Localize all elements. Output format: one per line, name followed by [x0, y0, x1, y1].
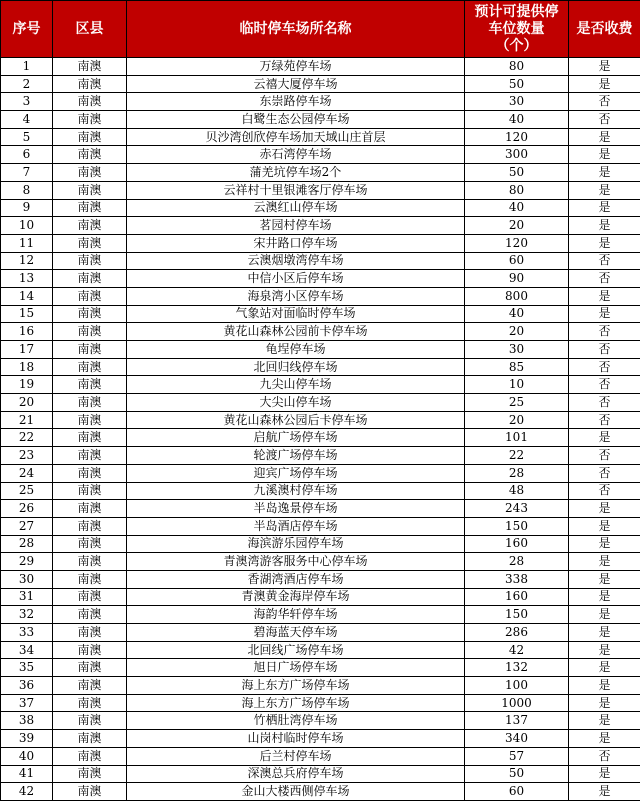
cell-seq: 21 — [1, 411, 53, 429]
cell-seq: 32 — [1, 606, 53, 624]
cell-fee: 否 — [569, 323, 640, 341]
cell-seq: 9 — [1, 199, 53, 217]
cell-name: 白鹭生态公园停车场 — [127, 111, 465, 129]
cell-fee: 是 — [569, 305, 640, 323]
cell-seq: 13 — [1, 270, 53, 288]
cell-name: 竹栖肚湾停车场 — [127, 712, 465, 730]
cell-seq: 3 — [1, 93, 53, 111]
table-row — [1, 234, 640, 252]
cell-name: 青澳黄金海岸停车场 — [127, 588, 465, 606]
cell-seq: 39 — [1, 730, 53, 748]
cell-capacity: 40 — [465, 111, 569, 129]
cell-fee: 是 — [569, 712, 640, 730]
cell-capacity: 50 — [465, 765, 569, 783]
cell-seq: 41 — [1, 765, 53, 783]
table-row — [1, 588, 640, 606]
cell-district: 南澳 — [53, 252, 127, 270]
cell-fee: 是 — [569, 570, 640, 588]
cell-name: 半岛酒店停车场 — [127, 517, 465, 535]
table-row — [1, 164, 640, 182]
cell-name: 龟埕停车场 — [127, 341, 465, 359]
cell-capacity: 42 — [465, 641, 569, 659]
cell-seq: 24 — [1, 464, 53, 482]
cell-name: 万绿苑停车场 — [127, 58, 465, 76]
cell-seq: 23 — [1, 447, 53, 465]
cell-district: 南澳 — [53, 411, 127, 429]
cell-seq: 8 — [1, 181, 53, 199]
cell-capacity: 338 — [465, 570, 569, 588]
cell-district: 南澳 — [53, 234, 127, 252]
cell-capacity: 340 — [465, 730, 569, 748]
cell-seq: 18 — [1, 358, 53, 376]
cell-name: 云祥村十里银滩客厅停车场 — [127, 181, 465, 199]
cell-seq: 36 — [1, 677, 53, 695]
cell-district: 南澳 — [53, 570, 127, 588]
cell-capacity: 800 — [465, 287, 569, 305]
table-row — [1, 447, 640, 465]
cell-name: 青澳湾游客服务中心停车场 — [127, 553, 465, 571]
cell-capacity: 80 — [465, 181, 569, 199]
table-row — [1, 394, 640, 412]
table-row — [1, 75, 640, 93]
cell-seq: 31 — [1, 588, 53, 606]
cell-capacity: 20 — [465, 217, 569, 235]
cell-district: 南澳 — [53, 164, 127, 182]
cell-capacity: 60 — [465, 252, 569, 270]
cell-seq: 12 — [1, 252, 53, 270]
header-capacity-label: 预计可提供停车位数量（个） — [474, 3, 559, 54]
cell-capacity: 100 — [465, 677, 569, 695]
cell-fee: 是 — [569, 659, 640, 677]
cell-name: 旭日广场停车场 — [127, 659, 465, 677]
cell-seq: 42 — [1, 783, 53, 801]
cell-district: 南澳 — [53, 535, 127, 553]
cell-capacity: 28 — [465, 553, 569, 571]
table-row — [1, 376, 640, 394]
table-row — [1, 58, 640, 76]
cell-seq: 35 — [1, 659, 53, 677]
cell-name: 宋井路口停车场 — [127, 234, 465, 252]
cell-name: 九溪澳村停车场 — [127, 482, 465, 500]
cell-fee: 是 — [569, 535, 640, 553]
table-row — [1, 128, 640, 146]
cell-fee: 否 — [569, 111, 640, 129]
cell-name: 后兰村停车场 — [127, 747, 465, 765]
cell-seq: 5 — [1, 128, 53, 146]
cell-district: 南澳 — [53, 783, 127, 801]
table-row — [1, 517, 640, 535]
cell-district: 南澳 — [53, 287, 127, 305]
table-row — [1, 464, 640, 482]
cell-name: 云澳红山停车场 — [127, 199, 465, 217]
cell-district: 南澳 — [53, 111, 127, 129]
cell-fee: 是 — [569, 146, 640, 164]
cell-seq: 28 — [1, 535, 53, 553]
cell-seq: 37 — [1, 694, 53, 712]
cell-district: 南澳 — [53, 75, 127, 93]
cell-capacity: 160 — [465, 588, 569, 606]
cell-fee: 否 — [569, 447, 640, 465]
cell-fee: 是 — [569, 641, 640, 659]
cell-fee: 否 — [569, 482, 640, 500]
cell-capacity: 40 — [465, 199, 569, 217]
cell-name: 云澳烟墩湾停车场 — [127, 252, 465, 270]
cell-capacity: 22 — [465, 447, 569, 465]
cell-capacity: 137 — [465, 712, 569, 730]
cell-capacity: 28 — [465, 464, 569, 482]
table-row — [1, 570, 640, 588]
cell-name: 大尖山停车场 — [127, 394, 465, 412]
cell-fee: 是 — [569, 500, 640, 518]
cell-capacity: 50 — [465, 75, 569, 93]
cell-capacity: 85 — [465, 358, 569, 376]
cell-capacity: 30 — [465, 341, 569, 359]
cell-fee: 否 — [569, 747, 640, 765]
table-row — [1, 482, 640, 500]
cell-fee: 是 — [569, 517, 640, 535]
cell-name: 东崇路停车场 — [127, 93, 465, 111]
table-row — [1, 606, 640, 624]
table-row — [1, 341, 640, 359]
table-row — [1, 500, 640, 518]
table-row — [1, 677, 640, 695]
cell-fee: 是 — [569, 624, 640, 642]
cell-seq: 30 — [1, 570, 53, 588]
cell-capacity: 101 — [465, 429, 569, 447]
cell-name: 黄花山森林公园前卡停车场 — [127, 323, 465, 341]
cell-name: 海上东方广场停车场 — [127, 677, 465, 695]
cell-capacity: 132 — [465, 659, 569, 677]
cell-name: 茗园村停车场 — [127, 217, 465, 235]
table-row — [1, 323, 640, 341]
table-row — [1, 694, 640, 712]
cell-seq: 38 — [1, 712, 53, 730]
cell-fee: 是 — [569, 75, 640, 93]
cell-district: 南澳 — [53, 747, 127, 765]
table-row — [1, 747, 640, 765]
cell-district: 南澳 — [53, 199, 127, 217]
cell-district: 南澳 — [53, 641, 127, 659]
cell-capacity: 243 — [465, 500, 569, 518]
cell-capacity: 20 — [465, 323, 569, 341]
cell-seq: 17 — [1, 341, 53, 359]
cell-capacity: 60 — [465, 783, 569, 801]
cell-district: 南澳 — [53, 341, 127, 359]
cell-seq: 19 — [1, 376, 53, 394]
cell-fee: 是 — [569, 588, 640, 606]
header-row — [1, 1, 640, 58]
table-row — [1, 712, 640, 730]
cell-seq: 6 — [1, 146, 53, 164]
cell-fee: 否 — [569, 252, 640, 270]
cell-seq: 40 — [1, 747, 53, 765]
cell-capacity: 25 — [465, 394, 569, 412]
cell-fee: 否 — [569, 411, 640, 429]
table-row — [1, 411, 640, 429]
table-row — [1, 765, 640, 783]
cell-district: 南澳 — [53, 447, 127, 465]
cell-name: 启航广场停车场 — [127, 429, 465, 447]
cell-capacity: 30 — [465, 93, 569, 111]
cell-fee: 是 — [569, 553, 640, 571]
cell-fee: 否 — [569, 341, 640, 359]
table-row — [1, 624, 640, 642]
cell-fee: 是 — [569, 429, 640, 447]
cell-district: 南澳 — [53, 270, 127, 288]
cell-name: 中信小区后停车场 — [127, 270, 465, 288]
cell-fee: 是 — [569, 287, 640, 305]
cell-seq: 11 — [1, 234, 53, 252]
cell-name: 深澳总兵府停车场 — [127, 765, 465, 783]
cell-seq: 7 — [1, 164, 53, 182]
table-row — [1, 535, 640, 553]
cell-capacity: 40 — [465, 305, 569, 323]
cell-district: 南澳 — [53, 323, 127, 341]
header-name: 临时停车场所名称 — [127, 1, 465, 58]
cell-seq: 2 — [1, 75, 53, 93]
cell-district: 南澳 — [53, 694, 127, 712]
table-row — [1, 429, 640, 447]
cell-district: 南澳 — [53, 765, 127, 783]
cell-seq: 14 — [1, 287, 53, 305]
cell-name: 海滨游乐园停车场 — [127, 535, 465, 553]
cell-seq: 34 — [1, 641, 53, 659]
cell-capacity: 150 — [465, 606, 569, 624]
cell-name: 蒲羌坑停车场2个 — [127, 164, 465, 182]
cell-district: 南澳 — [53, 464, 127, 482]
cell-name: 山岗村临时停车场 — [127, 730, 465, 748]
cell-name: 海上东方广场停车场 — [127, 694, 465, 712]
cell-capacity: 160 — [465, 535, 569, 553]
cell-fee: 是 — [569, 199, 640, 217]
cell-district: 南澳 — [53, 429, 127, 447]
cell-name: 赤石湾停车场 — [127, 146, 465, 164]
cell-district: 南澳 — [53, 394, 127, 412]
cell-capacity: 20 — [465, 411, 569, 429]
cell-district: 南澳 — [53, 93, 127, 111]
cell-seq: 10 — [1, 217, 53, 235]
cell-district: 南澳 — [53, 677, 127, 695]
table-row — [1, 111, 640, 129]
table-row — [1, 217, 640, 235]
cell-district: 南澳 — [53, 730, 127, 748]
table-row — [1, 270, 640, 288]
cell-fee: 是 — [569, 765, 640, 783]
cell-fee: 是 — [569, 58, 640, 76]
cell-fee: 否 — [569, 394, 640, 412]
cell-district: 南澳 — [53, 659, 127, 677]
cell-seq: 20 — [1, 394, 53, 412]
cell-fee: 是 — [569, 217, 640, 235]
cell-name: 半岛逸景停车场 — [127, 500, 465, 518]
header-seq: 序号 — [1, 1, 53, 58]
cell-seq: 25 — [1, 482, 53, 500]
table-row — [1, 252, 640, 270]
cell-seq: 16 — [1, 323, 53, 341]
table-row — [1, 783, 640, 801]
table-row — [1, 181, 640, 199]
cell-name: 贝沙湾创欣停车场加天域山庄首层 — [127, 128, 465, 146]
cell-capacity: 150 — [465, 517, 569, 535]
cell-name: 北回归线停车场 — [127, 358, 465, 376]
cell-fee: 否 — [569, 464, 640, 482]
cell-fee: 否 — [569, 270, 640, 288]
cell-district: 南澳 — [53, 553, 127, 571]
table-row — [1, 358, 640, 376]
cell-district: 南澳 — [53, 217, 127, 235]
cell-name: 碧海蓝天停车场 — [127, 624, 465, 642]
cell-capacity: 10 — [465, 376, 569, 394]
cell-fee: 是 — [569, 164, 640, 182]
cell-district: 南澳 — [53, 624, 127, 642]
cell-district: 南澳 — [53, 588, 127, 606]
cell-district: 南澳 — [53, 517, 127, 535]
table-row — [1, 641, 640, 659]
cell-capacity: 48 — [465, 482, 569, 500]
cell-seq: 22 — [1, 429, 53, 447]
cell-seq: 1 — [1, 58, 53, 76]
cell-fee: 是 — [569, 181, 640, 199]
cell-capacity: 57 — [465, 747, 569, 765]
cell-name: 云禧大厦停车场 — [127, 75, 465, 93]
cell-name: 海泉湾小区停车场 — [127, 287, 465, 305]
cell-name: 金山大楼西侧停车场 — [127, 783, 465, 801]
header-district: 区县 — [53, 1, 127, 58]
header-capacity — [465, 1, 569, 58]
cell-seq: 15 — [1, 305, 53, 323]
cell-seq: 26 — [1, 500, 53, 518]
cell-seq: 33 — [1, 624, 53, 642]
table-row — [1, 553, 640, 571]
cell-name: 轮渡广场停车场 — [127, 447, 465, 465]
table-row — [1, 730, 640, 748]
cell-name: 气象站对面临时停车场 — [127, 305, 465, 323]
cell-name: 香湖湾酒店停车场 — [127, 570, 465, 588]
cell-district: 南澳 — [53, 358, 127, 376]
cell-district: 南澳 — [53, 500, 127, 518]
cell-fee: 是 — [569, 694, 640, 712]
cell-capacity: 1000 — [465, 694, 569, 712]
cell-district: 南澳 — [53, 58, 127, 76]
cell-seq: 29 — [1, 553, 53, 571]
cell-fee: 是 — [569, 606, 640, 624]
cell-capacity: 300 — [465, 146, 569, 164]
table-body — [1, 58, 640, 801]
cell-fee: 是 — [569, 783, 640, 801]
cell-district: 南澳 — [53, 181, 127, 199]
cell-fee: 否 — [569, 376, 640, 394]
cell-capacity: 50 — [465, 164, 569, 182]
table-row — [1, 305, 640, 323]
cell-capacity: 80 — [465, 58, 569, 76]
cell-name: 北回线广场停车场 — [127, 641, 465, 659]
cell-district: 南澳 — [53, 305, 127, 323]
cell-name: 九尖山停车场 — [127, 376, 465, 394]
cell-fee: 否 — [569, 93, 640, 111]
cell-name: 海韵华轩停车场 — [127, 606, 465, 624]
cell-capacity: 286 — [465, 624, 569, 642]
cell-name: 迎宾广场停车场 — [127, 464, 465, 482]
cell-fee: 否 — [569, 358, 640, 376]
cell-fee: 是 — [569, 234, 640, 252]
cell-district: 南澳 — [53, 128, 127, 146]
cell-district: 南澳 — [53, 482, 127, 500]
cell-capacity: 120 — [465, 128, 569, 146]
table-row — [1, 287, 640, 305]
cell-capacity: 90 — [465, 270, 569, 288]
cell-district: 南澳 — [53, 606, 127, 624]
table-row — [1, 659, 640, 677]
cell-capacity: 120 — [465, 234, 569, 252]
header-fee: 是否收费 — [569, 1, 640, 58]
cell-seq: 27 — [1, 517, 53, 535]
table-row — [1, 199, 640, 217]
cell-district: 南澳 — [53, 146, 127, 164]
cell-district: 南澳 — [53, 376, 127, 394]
cell-fee: 是 — [569, 128, 640, 146]
cell-fee: 是 — [569, 730, 640, 748]
cell-seq: 4 — [1, 111, 53, 129]
table-row — [1, 93, 640, 111]
table-row — [1, 146, 640, 164]
cell-district: 南澳 — [53, 712, 127, 730]
cell-fee: 是 — [569, 677, 640, 695]
cell-name: 黄花山森林公园后卡停车场 — [127, 411, 465, 429]
